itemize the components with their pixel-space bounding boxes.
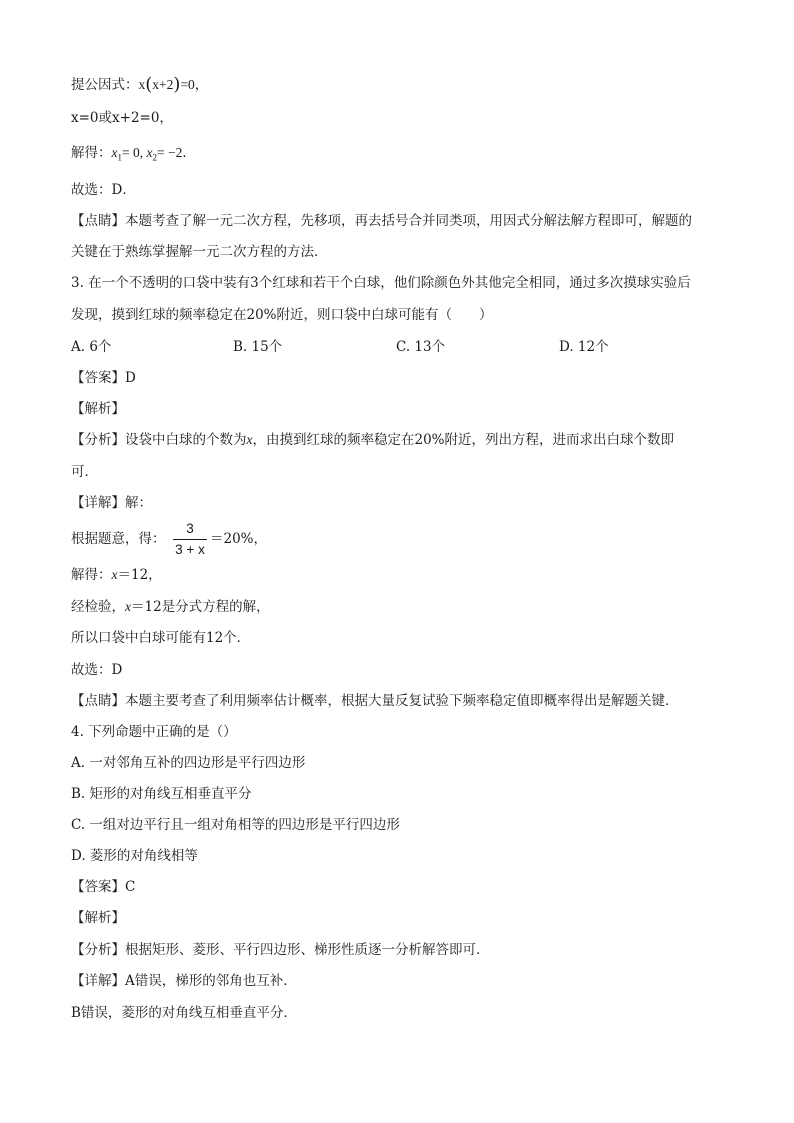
solution-label: 解得： [71,145,112,161]
factor-equals: =0， [180,77,209,92]
q4-option-d: D. 菱形的对角线相等 [71,848,198,864]
q3-analysis-title: 【解析】 [71,401,125,417]
choice-line: 故选：D． [71,182,136,198]
q3-solve-value: ＝12， [117,567,162,583]
q3-option-a: A. 6个 [71,339,112,355]
q3-answer: 【答案】D [71,370,136,386]
x2-value: = −2 [157,145,183,160]
dianjing-line-1: 【点睛】本题考查了解一元二次方程，先移项，再去括号合并同类项，用因式分解法解方程即可，解题的 [71,213,692,229]
q3-choice: 故选：D [71,662,123,678]
q4-detail-a: 【详解】A错误，梯形的邻角也互补． [71,973,297,989]
solution-line: 解得：$x_1= 0$, $x_2= -2$． [71,145,196,163]
q3-solve-label: 解得： [71,567,112,583]
fraction-denominator: 3 + x [175,542,205,557]
q3-fenxi-var: x [246,432,253,447]
q3-fraction [173,520,207,559]
q4-option-a: A. 一对邻角互补的四边形是平行四边形 [71,755,306,771]
factor-x: x [138,77,146,92]
fraction-bar [173,539,207,540]
q4-fenxi: 【分析】根据矩形、菱形、平行四边形、梯形性质逐一分析解答即可． [71,942,490,958]
q3-fenxi-line-1 [71,430,674,450]
q3-check-var: x [125,599,131,614]
q3-stem-line-1: 3. 在一个不透明的口袋中装有3个红球和若干个白球，他们除颜色外其他完全相同，通过多次摸球实验后 [71,275,691,291]
q3-conclusion: 所以口袋中白球可能有12个． [71,630,251,646]
q3-equation-prefix: 根据题意，得： [71,531,166,547]
x1-value: = 0, [122,145,147,160]
q3-fenxi-text-a: 【分析】设袋中白球的个数为 [71,432,247,448]
q4-analysis-title: 【解析】 [71,910,125,926]
q3-option-c: C. 13个 [396,339,446,355]
q3-check-label: 经检验， [71,599,125,615]
q3-option-b: B. 15个 [233,339,283,355]
q4-option-c: C. 一组对边平行且一组对角相等的四边形是平行四边形 [71,817,400,833]
q3-check-line [71,597,270,617]
q4-stem: 4. 下列命题中正确的是（） [71,724,237,740]
x1-var: x [111,145,118,160]
factor-term: x+2 [152,77,174,92]
x2-var: x [146,145,153,160]
q3-fenxi-line-2: 可． [71,464,98,480]
factor-label: 提公因式： [71,77,139,93]
roots-line: x=0或x+2=0， [71,110,173,126]
q3-solve-line [71,565,162,585]
q3-fenxi-text-b: ，由摸到红球的频率稳定在20%附近，列出方程，进而求出白球个数即 [252,432,675,448]
q4-detail-b: B错误，菱形的对角线互相垂直平分． [71,1005,297,1021]
q3-check-text: ＝12是分式方程的解， [131,599,270,615]
fraction-numerator: 3 [186,521,194,536]
end-punct: ． [182,145,196,161]
q4-answer: 【答案】C [71,879,136,895]
q3-equation-suffix: ＝20%， [210,531,268,547]
factor-line: 提公因式：x(x+2)=0， [71,74,209,95]
q4-option-b: B. 矩形的对角线互相垂直平分 [71,786,252,802]
q3-stem-line-2: 发现，摸到红球的频率稳定在20%附近，则口袋中白球可能有（ ） [71,307,493,323]
q3-solve-var: x [111,567,118,582]
q3-option-d: D. 12个 [559,339,609,355]
q3-detail-title: 【详解】解： [71,495,152,511]
dianjing-line-2: 关键在于熟练掌握解一元二次方程的方法． [71,244,328,260]
q3-dianjing: 【点睛】本题主要考查了利用频率估计概率，根据大量反复试验下频率稳定值即概率得出是解题关键． [71,693,679,709]
